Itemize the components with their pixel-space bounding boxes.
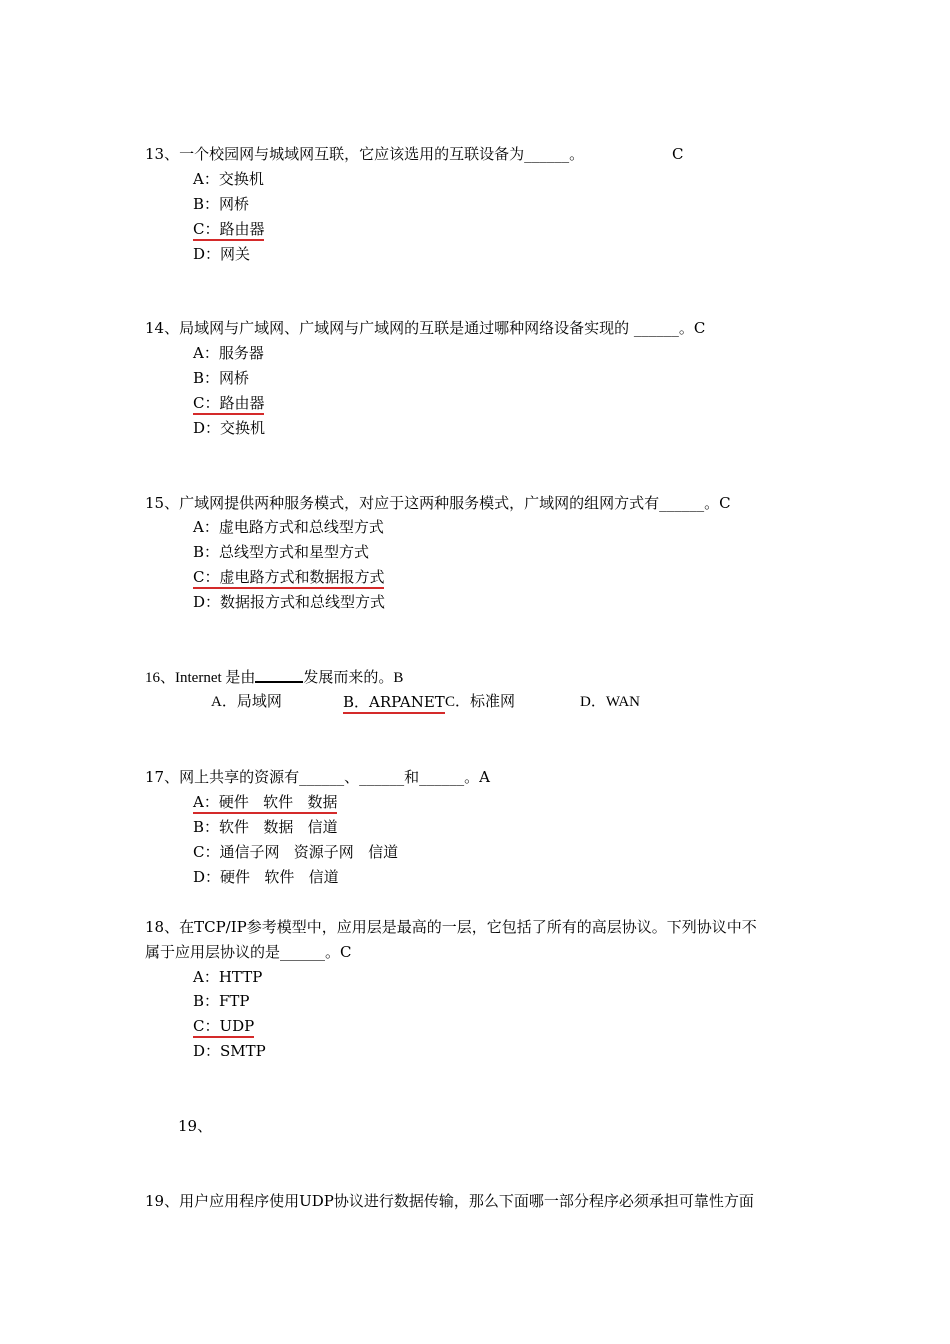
- q16-stem: [145, 667, 403, 687]
- q17-option-a-text: A：硬件 软件 数据: [193, 793, 337, 814]
- q15-option-b: B：总线型方式和星型方式: [193, 543, 370, 561]
- q17-option-b: B：软件 数据 信道: [193, 818, 338, 836]
- q15-stem: 15、广域网提供两种服务模式，对应于这两种服务模式，广域网的组网方式有______。C: [145, 494, 731, 512]
- q15-option-a: A：虚电路方式和总线型方式: [193, 518, 384, 536]
- q16-blank: [255, 667, 303, 683]
- q18-option-c-text: C：UDP: [193, 1017, 254, 1038]
- q16-stem-pre: 16、Internet 是由: [145, 670, 256, 686]
- q16-stem-post: 发展而来的。B: [303, 670, 404, 686]
- q14-option-c-correct: [193, 393, 264, 413]
- q18-stem-line2: 属于应用层协议的是______。C: [145, 943, 352, 961]
- q13-option-c-text: C：路由器: [193, 220, 264, 241]
- q14-stem: 14、局域网与广域网、广域网与广域网的互联是通过哪种网络设备实现的 ______。C: [145, 319, 706, 337]
- q14-option-d: D：交换机: [193, 419, 266, 437]
- q17-stem: 17、网上共享的资源有______、______和______。A: [145, 768, 490, 786]
- q18-option-c-correct: [193, 1016, 254, 1036]
- q17-option-c: C：通信子网 资源子网 信道: [193, 843, 399, 861]
- q13-option-c-correct: [193, 219, 264, 239]
- q17-option-a-correct: [193, 792, 337, 812]
- q15-option-d: D：数据报方式和总线型方式: [193, 593, 386, 611]
- q16-option-d: D．WAN: [580, 694, 640, 710]
- q16-option-c: C．标准网: [445, 694, 516, 710]
- q15-option-c-correct: [193, 567, 384, 587]
- q13-option-d: D：网关: [193, 245, 251, 263]
- q18-option-a: A：HTTP: [193, 968, 263, 986]
- q15-option-c-text: C：虚电路方式和数据报方式: [193, 568, 384, 589]
- q13-answer: C: [672, 145, 684, 163]
- q19-stem: 19、用户应用程序使用UDP协议进行数据传输，那么下面哪一部分程序必须承担可靠性方面: [145, 1192, 754, 1210]
- q16-option-b-correct: [343, 692, 445, 712]
- q19-heading: 19、: [178, 1117, 213, 1135]
- q13-stem: 13、一个校园网与城域网互联，它应该选用的互联设备为______。: [145, 145, 585, 163]
- q13-option-a: A：交换机: [193, 170, 264, 188]
- q14-option-a: A：服务器: [193, 344, 264, 362]
- q18-option-d: D：SMTP: [193, 1042, 266, 1060]
- q14-option-b: B：网桥: [193, 369, 250, 387]
- q16-option-a: A．局域网: [211, 694, 282, 710]
- q13-option-b: B：网桥: [193, 195, 250, 213]
- q17-option-d: D：硬件 软件 信道: [193, 868, 339, 886]
- q18-stem-line1: 18、在TCP/IP参考模型中，应用层是最高的一层，它包括了所有的高层协议。下列协议中不: [145, 918, 757, 936]
- q18-option-b: B：FTP: [193, 992, 250, 1010]
- q16-option-b-text: B．ARPANET: [343, 693, 445, 714]
- q14-option-c-text: C：路由器: [193, 394, 264, 415]
